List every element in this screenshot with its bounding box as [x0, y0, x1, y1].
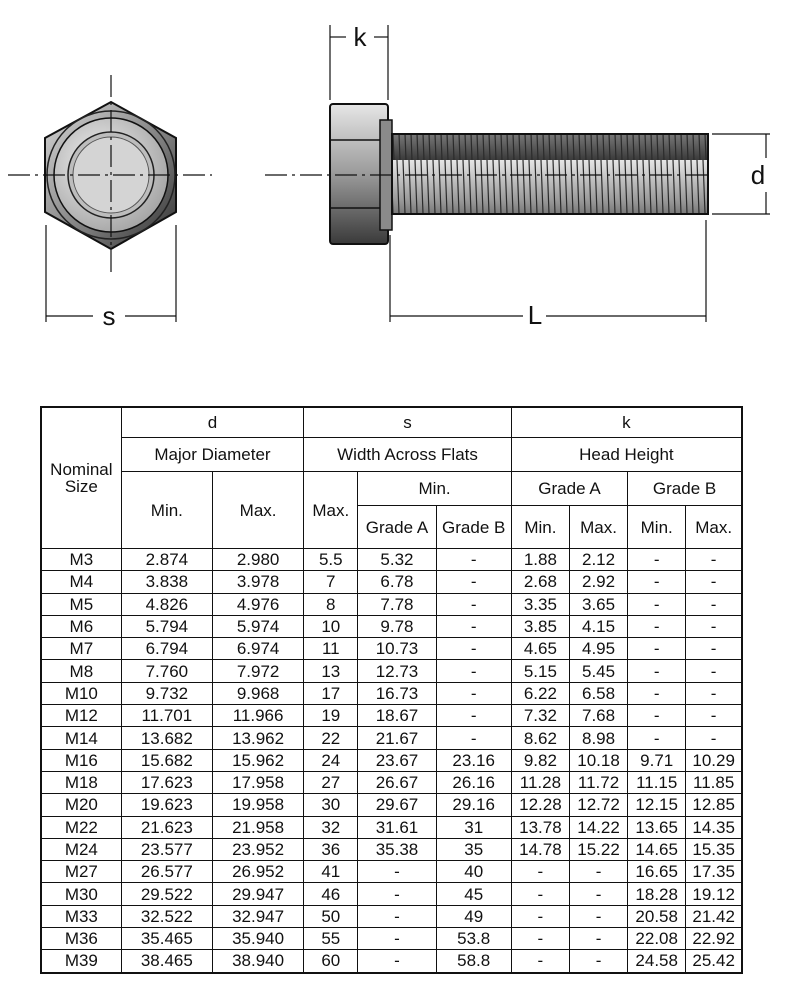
L-dimension-label: L: [527, 300, 543, 330]
k-a-max-cell: 3.65: [569, 593, 627, 615]
k-a-min-cell: 5.15: [511, 660, 569, 682]
nominal-size-header: Nominal Size: [41, 407, 121, 549]
s-max-cell: 41: [304, 861, 358, 883]
k-a-max-cell: 4.15: [569, 615, 627, 637]
table-row: [41, 816, 742, 838]
hex-bolt-drawing: [0, 0, 800, 345]
s-min-grade-b-cell: 53.8: [436, 928, 511, 950]
k-b-max-cell: -: [686, 638, 742, 660]
nominal-size-cell: M5: [41, 593, 121, 615]
d-min-cell: 2.874: [121, 549, 212, 571]
s-min-grade-a-cell: 26.67: [358, 771, 436, 793]
k-b-min-cell: 24.58: [628, 950, 686, 973]
nominal-size-cell: M20: [41, 794, 121, 816]
k-a-min-cell: 3.85: [511, 615, 569, 637]
s-max-cell: 11: [304, 638, 358, 660]
k-a-max-cell: 15.22: [569, 838, 627, 860]
d-max-cell: 11.966: [212, 705, 303, 727]
s-min-grade-a-cell: 5.32: [358, 549, 436, 571]
s-min-grade-b-cell: 31: [436, 816, 511, 838]
k-a-max-cell: -: [569, 883, 627, 905]
nominal-size-cell: M6: [41, 615, 121, 637]
s-max-cell: 19: [304, 705, 358, 727]
s-min-grade-b-cell: -: [436, 549, 511, 571]
k-a-max-cell: 8.98: [569, 727, 627, 749]
table-row: [41, 838, 742, 860]
k-a-min-cell: 1.88: [511, 549, 569, 571]
d-min-cell: 4.826: [121, 593, 212, 615]
d-max-cell: 23.952: [212, 838, 303, 860]
k-b-min-cell: -: [628, 593, 686, 615]
s-min-grade-a-cell: 16.73: [358, 682, 436, 704]
d-max-cell: 2.980: [212, 549, 303, 571]
k-a-max-cell: 6.58: [569, 682, 627, 704]
k-b-min-cell: -: [628, 638, 686, 660]
k-a-min-cell: -: [511, 883, 569, 905]
s-max-cell: 22: [304, 727, 358, 749]
s-min-grade-a-header: Grade A: [358, 506, 436, 549]
k-b-max-header: Max.: [686, 506, 742, 549]
k-a-max-cell: 2.12: [569, 549, 627, 571]
s-max-cell: 60: [304, 950, 358, 973]
s-min-grade-b-cell: 58.8: [436, 950, 511, 973]
s-dimension-label: s: [102, 301, 116, 331]
table-row: [41, 905, 742, 927]
nominal-size-cell: M4: [41, 571, 121, 593]
d-min-cell: 15.682: [121, 749, 212, 771]
nominal-size-cell: M8: [41, 660, 121, 682]
s-min-grade-a-cell: 31.61: [358, 816, 436, 838]
d-max-header: Max.: [212, 472, 303, 549]
k-a-min-header: Min.: [511, 506, 569, 549]
d-max-cell: 38.940: [212, 950, 303, 973]
k-b-min-cell: -: [628, 571, 686, 593]
k-a-min-cell: 13.78: [511, 816, 569, 838]
s-max-cell: 7: [304, 571, 358, 593]
k-b-max-cell: 14.35: [686, 816, 742, 838]
k-a-min-cell: 9.82: [511, 749, 569, 771]
major-diameter-header: Major Diameter: [121, 438, 304, 472]
k-a-min-cell: 3.35: [511, 593, 569, 615]
s-min-grade-a-cell: -: [358, 950, 436, 973]
nominal-size-cell: M3: [41, 549, 121, 571]
s-group-header: s: [304, 407, 512, 438]
s-min-grade-b-cell: 49: [436, 905, 511, 927]
nominal-size-cell: M27: [41, 861, 121, 883]
nominal-size-cell: M12: [41, 705, 121, 727]
s-min-grade-b-cell: -: [436, 660, 511, 682]
s-min-header: Min.: [358, 472, 511, 506]
d-max-cell: 17.958: [212, 771, 303, 793]
k-a-min-cell: 8.62: [511, 727, 569, 749]
d-max-cell: 13.962: [212, 727, 303, 749]
k-a-max-cell: 12.72: [569, 794, 627, 816]
d-min-cell: 7.760: [121, 660, 212, 682]
table-row: [41, 727, 742, 749]
s-max-cell: 36: [304, 838, 358, 860]
k-a-max-cell: 7.68: [569, 705, 627, 727]
k-a-max-cell: -: [569, 861, 627, 883]
k-b-max-cell: -: [686, 727, 742, 749]
k-b-min-cell: 14.65: [628, 838, 686, 860]
s-min-grade-a-cell: 12.73: [358, 660, 436, 682]
d-max-cell: 5.974: [212, 615, 303, 637]
k-b-min-cell: -: [628, 549, 686, 571]
table-row: [41, 638, 742, 660]
k-a-max-cell: -: [569, 905, 627, 927]
k-a-max-cell: 10.18: [569, 749, 627, 771]
k-a-max-header: Max.: [569, 506, 627, 549]
s-min-grade-a-cell: 18.67: [358, 705, 436, 727]
k-b-min-cell: 11.15: [628, 771, 686, 793]
table-row: [41, 593, 742, 615]
bolt-side-view: [265, 25, 770, 322]
width-across-flats-header: Width Across Flats: [304, 438, 512, 472]
s-min-grade-b-cell: 40: [436, 861, 511, 883]
table-row: [41, 682, 742, 704]
k-b-max-cell: 25.42: [686, 950, 742, 973]
s-min-grade-a-cell: -: [358, 905, 436, 927]
table-row: [41, 794, 742, 816]
k-a-max-cell: 2.92: [569, 571, 627, 593]
k-b-max-cell: 11.85: [686, 771, 742, 793]
s-max-cell: 32: [304, 816, 358, 838]
nominal-size-cell: M24: [41, 838, 121, 860]
k-b-max-cell: 21.42: [686, 905, 742, 927]
s-min-grade-b-cell: -: [436, 593, 511, 615]
k-b-max-cell: 17.35: [686, 861, 742, 883]
k-a-max-cell: -: [569, 928, 627, 950]
k-dimension-label: k: [353, 22, 367, 52]
k-b-min-cell: 18.28: [628, 883, 686, 905]
k-a-min-cell: 7.32: [511, 705, 569, 727]
s-max-cell: 8: [304, 593, 358, 615]
d-max-cell: 4.976: [212, 593, 303, 615]
s-min-grade-a-cell: 23.67: [358, 749, 436, 771]
k-a-min-cell: 12.28: [511, 794, 569, 816]
s-min-grade-b-cell: -: [436, 571, 511, 593]
s-min-grade-a-cell: -: [358, 861, 436, 883]
table-row: [41, 950, 742, 973]
table-row: [41, 861, 742, 883]
s-max-cell: 46: [304, 883, 358, 905]
d-min-cell: 35.465: [121, 928, 212, 950]
k-a-min-cell: 14.78: [511, 838, 569, 860]
k-b-max-cell: 22.92: [686, 928, 742, 950]
d-min-cell: 19.623: [121, 794, 212, 816]
s-min-grade-b-cell: -: [436, 727, 511, 749]
k-a-min-cell: 6.22: [511, 682, 569, 704]
k-b-max-cell: 12.85: [686, 794, 742, 816]
s-min-grade-a-cell: 7.78: [358, 593, 436, 615]
s-min-grade-a-cell: 35.38: [358, 838, 436, 860]
k-grade-b-header: Grade B: [628, 472, 742, 506]
s-min-grade-b-cell: -: [436, 705, 511, 727]
s-max-cell: 5.5: [304, 549, 358, 571]
s-max-cell: 27: [304, 771, 358, 793]
d-min-cell: 6.794: [121, 638, 212, 660]
s-min-grade-a-cell: 21.67: [358, 727, 436, 749]
k-b-min-cell: 13.65: [628, 816, 686, 838]
s-min-grade-a-cell: 6.78: [358, 571, 436, 593]
s-min-grade-b-cell: -: [436, 682, 511, 704]
k-b-max-cell: -: [686, 660, 742, 682]
k-b-max-cell: 19.12: [686, 883, 742, 905]
k-b-max-cell: -: [686, 593, 742, 615]
d-max-cell: 35.940: [212, 928, 303, 950]
k-a-max-cell: 4.95: [569, 638, 627, 660]
k-a-min-cell: -: [511, 928, 569, 950]
d-min-cell: 5.794: [121, 615, 212, 637]
d-min-cell: 17.623: [121, 771, 212, 793]
nominal-size-cell: M10: [41, 682, 121, 704]
s-max-header: Max.: [304, 472, 358, 549]
k-b-max-cell: -: [686, 571, 742, 593]
k-b-max-cell: -: [686, 615, 742, 637]
hex-head-end-view: [8, 75, 212, 322]
table-row: [41, 571, 742, 593]
d-max-cell: 6.974: [212, 638, 303, 660]
k-a-min-cell: 4.65: [511, 638, 569, 660]
d-max-cell: 19.958: [212, 794, 303, 816]
d-max-cell: 32.947: [212, 905, 303, 927]
k-b-min-cell: 12.15: [628, 794, 686, 816]
nominal-size-cell: M36: [41, 928, 121, 950]
k-grade-a-header: Grade A: [511, 472, 627, 506]
s-min-grade-b-cell: 29.16: [436, 794, 511, 816]
k-a-min-cell: -: [511, 861, 569, 883]
nominal-size-cell: M22: [41, 816, 121, 838]
k-a-min-cell: -: [511, 950, 569, 973]
s-min-grade-b-cell: -: [436, 615, 511, 637]
d-group-header: d: [121, 407, 304, 438]
table-row: [41, 660, 742, 682]
d-min-cell: 11.701: [121, 705, 212, 727]
table-row: [41, 705, 742, 727]
d-max-cell: 29.947: [212, 883, 303, 905]
d-min-cell: 38.465: [121, 950, 212, 973]
table-body: [41, 549, 742, 973]
k-b-max-cell: -: [686, 682, 742, 704]
k-b-min-cell: 9.71: [628, 749, 686, 771]
d-min-cell: 23.577: [121, 838, 212, 860]
s-min-grade-b-cell: 26.16: [436, 771, 511, 793]
bolt-dimension-table: [40, 406, 743, 974]
d-max-cell: 21.958: [212, 816, 303, 838]
nominal-size-cell: M16: [41, 749, 121, 771]
k-b-max-cell: 10.29: [686, 749, 742, 771]
d-min-cell: 32.522: [121, 905, 212, 927]
k-b-min-cell: 20.58: [628, 905, 686, 927]
s-max-cell: 55: [304, 928, 358, 950]
k-a-min-cell: 2.68: [511, 571, 569, 593]
s-max-cell: 13: [304, 660, 358, 682]
k-a-max-cell: 5.45: [569, 660, 627, 682]
s-max-cell: 24: [304, 749, 358, 771]
s-min-grade-b-cell: 35: [436, 838, 511, 860]
k-a-min-cell: -: [511, 905, 569, 927]
k-b-min-cell: 22.08: [628, 928, 686, 950]
s-min-grade-a-cell: 29.67: [358, 794, 436, 816]
d-min-cell: 3.838: [121, 571, 212, 593]
k-a-max-cell: 11.72: [569, 771, 627, 793]
table-row: [41, 771, 742, 793]
d-min-cell: 13.682: [121, 727, 212, 749]
s-min-grade-a-cell: -: [358, 928, 436, 950]
k-b-min-header: Min.: [628, 506, 686, 549]
table-row: [41, 549, 742, 571]
d-min-cell: 21.623: [121, 816, 212, 838]
nominal-size-cell: M30: [41, 883, 121, 905]
s-min-grade-b-cell: -: [436, 638, 511, 660]
nominal-size-cell: M39: [41, 950, 121, 973]
head-height-header: Head Height: [511, 438, 742, 472]
table-row: [41, 928, 742, 950]
k-a-max-cell: -: [569, 950, 627, 973]
k-b-min-cell: -: [628, 705, 686, 727]
k-b-max-cell: 15.35: [686, 838, 742, 860]
k-b-min-cell: -: [628, 682, 686, 704]
k-group-header: k: [511, 407, 742, 438]
k-b-min-cell: 16.65: [628, 861, 686, 883]
s-min-grade-a-cell: 10.73: [358, 638, 436, 660]
k-a-min-cell: 11.28: [511, 771, 569, 793]
d-min-cell: 9.732: [121, 682, 212, 704]
d-min-cell: 29.522: [121, 883, 212, 905]
k-b-min-cell: -: [628, 660, 686, 682]
s-min-grade-b-cell: 23.16: [436, 749, 511, 771]
s-max-cell: 50: [304, 905, 358, 927]
table-row: [41, 615, 742, 637]
d-dimension-label: d: [750, 160, 766, 190]
s-min-grade-b-cell: 45: [436, 883, 511, 905]
k-b-max-cell: -: [686, 549, 742, 571]
d-min-header: Min.: [121, 472, 212, 549]
s-min-grade-a-cell: 9.78: [358, 615, 436, 637]
s-max-cell: 10: [304, 615, 358, 637]
nominal-size-cell: M18: [41, 771, 121, 793]
nominal-size-cell: M33: [41, 905, 121, 927]
k-b-max-cell: -: [686, 705, 742, 727]
k-b-min-cell: -: [628, 727, 686, 749]
nominal-size-cell: M7: [41, 638, 121, 660]
table-row: [41, 749, 742, 771]
s-max-cell: 30: [304, 794, 358, 816]
d-max-cell: 3.978: [212, 571, 303, 593]
d-max-cell: 15.962: [212, 749, 303, 771]
d-max-cell: 7.972: [212, 660, 303, 682]
s-min-grade-a-cell: -: [358, 883, 436, 905]
s-max-cell: 17: [304, 682, 358, 704]
s-min-grade-b-header: Grade B: [436, 506, 511, 549]
k-a-max-cell: 14.22: [569, 816, 627, 838]
d-max-cell: 9.968: [212, 682, 303, 704]
d-min-cell: 26.577: [121, 861, 212, 883]
nominal-size-cell: M14: [41, 727, 121, 749]
table-row: [41, 883, 742, 905]
d-max-cell: 26.952: [212, 861, 303, 883]
k-b-min-cell: -: [628, 615, 686, 637]
